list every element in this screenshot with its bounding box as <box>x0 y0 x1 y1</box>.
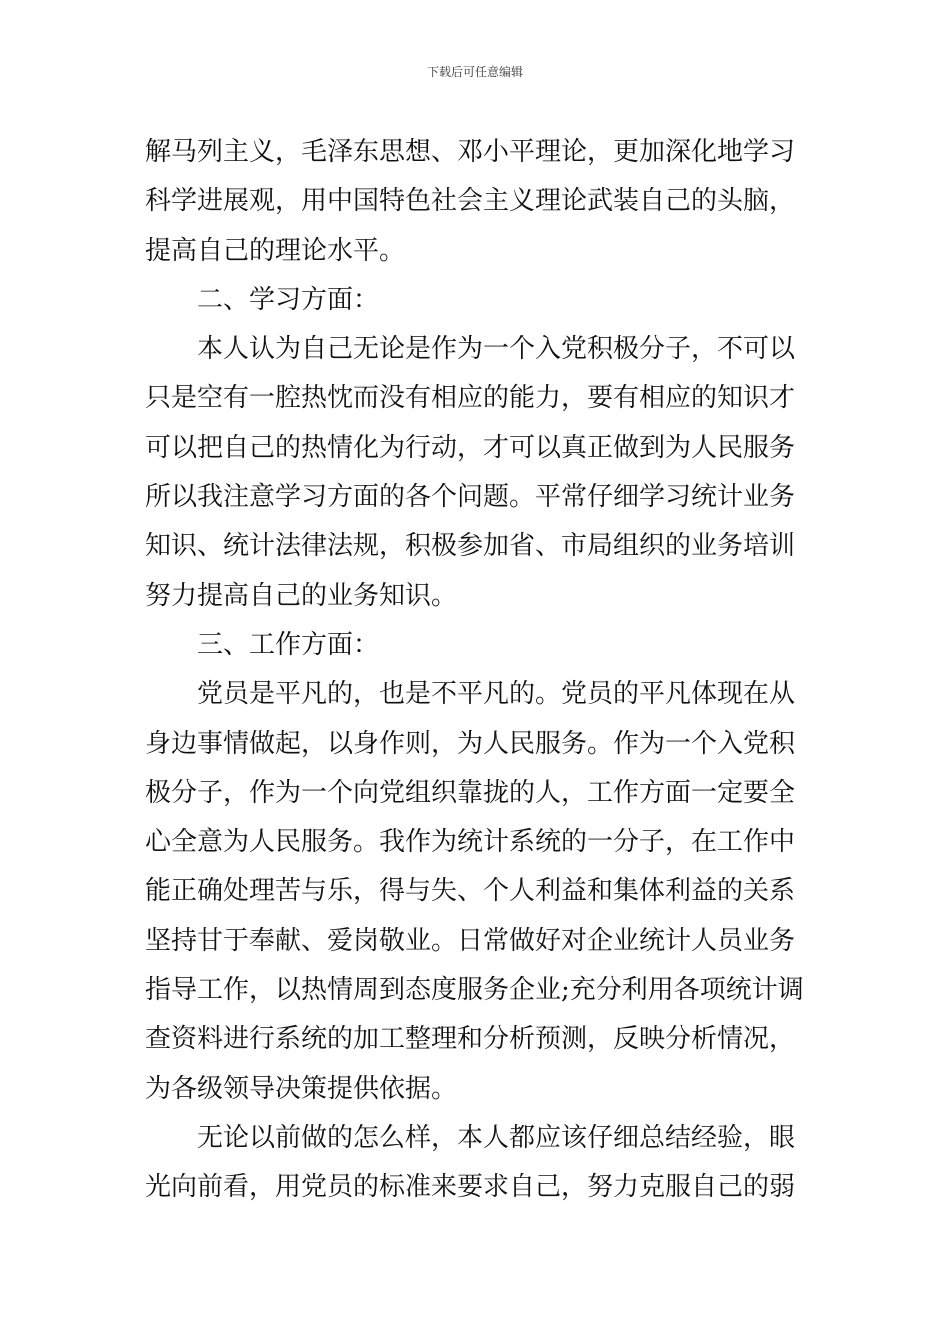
text-line: 指导工作，以热情周到态度服务企业;充分利用各项统计调 <box>145 975 804 1006</box>
text-line: 极分子，作为一个向党组织靠拢的人，工作方面一定要全 <box>145 777 796 808</box>
text-line: 知识、统计法律法规，积极参加省、市局组织的业务培训 <box>145 531 796 562</box>
paragraph-start-line: 本人认为自己无论是作为一个入党积极分子，不可以 <box>197 334 796 365</box>
text-line: 身边事情做起，以身作则，为人民服务。作为一个入党积 <box>145 728 796 759</box>
text-line: 光向前看，用党员的标准来要求自己，努力克服自己的弱 <box>145 1172 796 1203</box>
text-line: 所以我注意学习方面的各个问题。平常仔细学习统计业务 <box>145 482 796 513</box>
text-line: 能正确处理苦与乐，得与失、个人利益和集体利益的关系 <box>145 876 796 907</box>
text-line: 查资料进行系统的加工整理和分析预测，反映分析情况， <box>145 1024 796 1055</box>
text-line: 提高自己的理论水平。 <box>145 235 406 266</box>
paragraph-start-line: 无论以前做的怎么样，本人都应该仔细总结经验，眼 <box>197 1122 796 1153</box>
page-header: 下载后可任意编辑 <box>426 65 523 79</box>
text-line: 可以把自己的热情化为行动，才可以真正做到为人民服务 <box>145 432 796 463</box>
text-line: 解马列主义，毛泽东思想、邓小平理论，更加深化地学习 <box>145 137 796 167</box>
text-line: 只是空有一腔热忱而没有相应的能力，要有相应的知识才 <box>145 383 796 414</box>
paragraph-start-line: 党员是平凡的，也是不平凡的。党员的平凡体现在从 <box>197 679 796 710</box>
text-line: 坚持甘于奉献、爱岗敬业。日常做好对企业统计人员业务 <box>145 925 796 956</box>
document-body <box>145 128 815 1213</box>
text-line: 心全意为人民服务。我作为统计系统的一分子，在工作中 <box>145 827 796 858</box>
text-line: 为各级领导决策提供依据。 <box>145 1073 458 1104</box>
text-line: 科学进展观，用中国特色社会主义理论武装自己的头脑， <box>145 186 796 217</box>
section-heading: 二、学习方面： <box>197 284 380 315</box>
section-heading: 三、工作方面： <box>197 629 380 660</box>
text-line: 努力提高自己的业务知识。 <box>145 580 458 611</box>
